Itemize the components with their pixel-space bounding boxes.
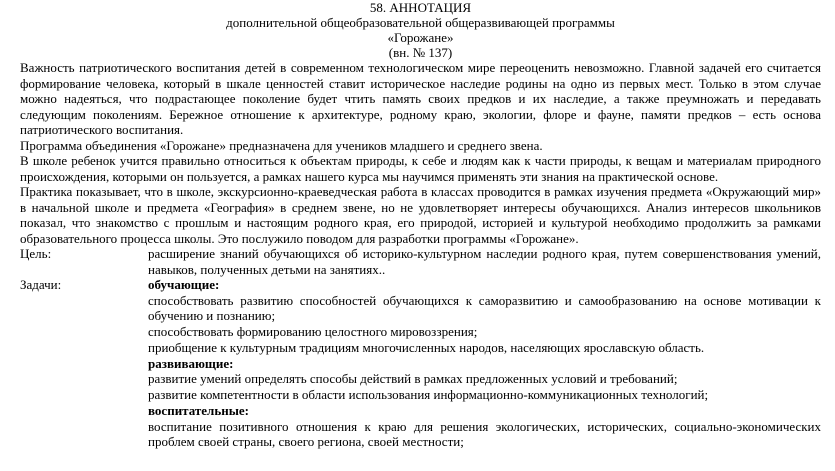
tasks-content (148, 277, 821, 450)
task-group-heading-developing: развивающие: (148, 355, 234, 371)
document-subtitle: дополнительной общеобразовательной общеразвивающей программы (226, 15, 615, 30)
goal-text: расширение знаний обучающихся об историко-культурном наследии родного края, путем совершенствования умений, навыков, полученных детьми на занятиях.. (148, 246, 821, 277)
goal-row (20, 246, 821, 277)
task-group-heading-teaching: обучающие: (148, 277, 220, 292)
tasks-row (20, 277, 821, 450)
task-item: развитие компетентности в области использования информационно-коммуникационных технологий; (148, 387, 709, 403)
document-number-title: 58. АННОТАЦИЯ (369, 0, 472, 15)
task-item: приобщение к культурным традициям многочисленных народов, населяющих ярославскую область. (148, 339, 705, 355)
paragraph-practice: Практика показывает, что в школе, экскурсионно-краеведческая работа в классах проводится в рамках изучения предмета «Окружающий мир» в начальной школе и предмета «География» в среднем звене, но не удовлетворяет интересы обучающихся. Анализ интересов школьников показал, что знакомство с прошлым и настоящим родного края, его природой, историей и культурой необходимо продолжить за рамками образовательного процесса школы. Это послужило поводом для разработки программы «Горожане». (20, 184, 821, 246)
task-group-heading-upbringing: воспитательные: (148, 403, 249, 419)
task-item: развитие умений определять способы действий в рамках предложенных условий и требований; (148, 371, 678, 387)
paragraph-importance: Важность патриотического воспитания детей в современном технологическом мире переоценить невозможно. Главной задачей его считается формирование человека, который в шкале ценностей ставит историческое наследие родины на одно из первых мест. Только в этом случае можно надеяться, что подрастающее поколение будет чтить память своих предков и их наследие, а также преумножать и передавать следующим поколениям. Бережное отношение к архитектуре, родному краю, экологии, флоре и фауне, памяти предков – есть основа патриотического воспитания. (20, 60, 821, 137)
document-header (20, 0, 821, 60)
task-item: воспитание позитивного отношения к краю для решения экологических, исторических, социально-экономических проблем своей страны, своего региона, своей местности; (148, 418, 821, 450)
task-item: способствовать развитию способностей обучающихся к саморазвитию и самообразованию на основе мотивации к обучению и познанию; (148, 292, 821, 324)
goal-label: Цель: (20, 246, 52, 261)
program-name: «Горожане» (387, 30, 454, 45)
paragraph-school: В школе ребенок учится правильно относиться к объектам природы, к себе и людям как к части природы, к вещам и материалам природного происхождения, которыми он пользуется, а рамках нашего курса мы научимся применять эти знания на практической основе. (20, 153, 821, 184)
paragraph-purpose: Программа объединения «Горожане» предназначена для учеников младшего и среднего звена. (20, 137, 543, 153)
inventory-number: (вн. № 137) (388, 45, 453, 60)
tasks-label: Задачи: (20, 277, 62, 292)
task-item: способствовать формированию целостного мировоззрения; (148, 324, 478, 340)
